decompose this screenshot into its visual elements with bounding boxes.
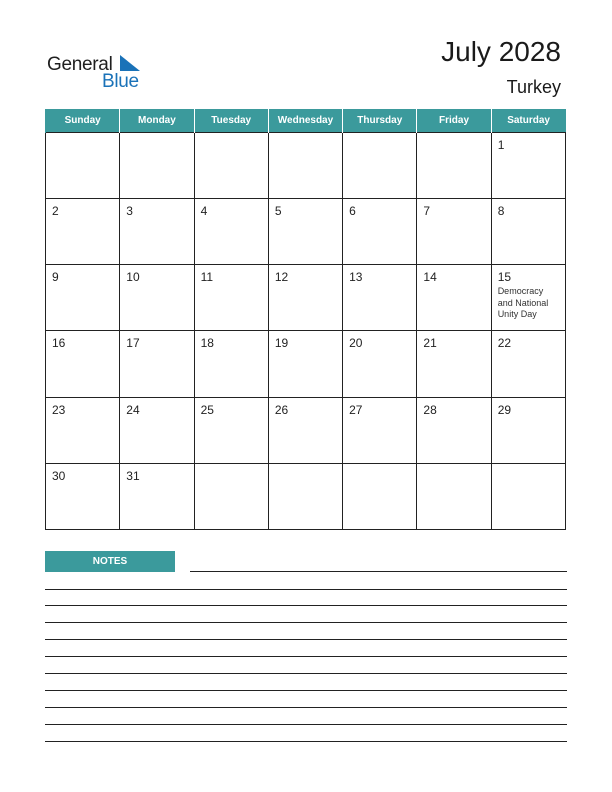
day-cell xyxy=(46,198,120,264)
day-number: 15 xyxy=(497,270,512,285)
day-number: 20 xyxy=(349,336,363,351)
weekday-header: Friday xyxy=(417,109,491,132)
day-cell xyxy=(46,132,120,198)
note-line xyxy=(45,656,567,657)
logo-triangle-icon xyxy=(120,55,140,71)
day-cell xyxy=(417,463,491,529)
day-number: 25 xyxy=(200,402,214,417)
day-number: 28 xyxy=(423,402,437,417)
day-cell xyxy=(268,198,342,264)
day-cell xyxy=(491,397,565,463)
day-number: 14 xyxy=(423,270,437,285)
day-cell xyxy=(46,463,120,529)
day-cell xyxy=(491,331,565,397)
notes-header: NOTES xyxy=(45,551,175,572)
day-number: 26 xyxy=(274,402,289,417)
day-cell xyxy=(194,132,268,198)
day-cell xyxy=(268,132,342,198)
day-number: 3 xyxy=(126,203,133,218)
weekday-header-row xyxy=(46,109,566,132)
weekday-header: Monday xyxy=(120,109,194,132)
day-number: 27 xyxy=(349,402,363,417)
calendar-grid xyxy=(45,109,566,530)
day-number: 16 xyxy=(52,336,66,351)
note-line xyxy=(45,690,567,691)
day-cell xyxy=(46,265,120,331)
day-number: 23 xyxy=(52,402,66,417)
weekday-header: Thursday xyxy=(343,109,417,132)
page-title: July 2028 xyxy=(441,36,561,67)
day-number: 18 xyxy=(200,336,214,351)
day-cell xyxy=(120,265,194,331)
week-row xyxy=(46,463,566,529)
day-cell xyxy=(268,397,342,463)
day-cell xyxy=(120,463,194,529)
day-number: 24 xyxy=(126,402,140,417)
day-cell xyxy=(194,331,268,397)
day-number: 6 xyxy=(349,203,356,218)
day-cell xyxy=(46,331,120,397)
day-number: 29 xyxy=(497,402,512,417)
note-line xyxy=(190,571,567,572)
day-number: 22 xyxy=(497,336,512,351)
day-number: 21 xyxy=(423,336,437,351)
day-cell xyxy=(343,198,417,264)
note-line xyxy=(45,741,567,742)
day-cell xyxy=(194,397,268,463)
day-cell xyxy=(343,265,417,331)
day-cell xyxy=(194,265,268,331)
note-line xyxy=(45,724,567,725)
day-cell xyxy=(417,265,491,331)
day-cell xyxy=(194,463,268,529)
day-number: 11 xyxy=(200,270,214,285)
weekday-header: Saturday xyxy=(491,109,565,132)
day-cell xyxy=(120,331,194,397)
day-number: 2 xyxy=(52,203,59,218)
day-number: 12 xyxy=(274,270,289,285)
day-cell xyxy=(343,132,417,198)
note-line xyxy=(45,673,567,674)
week-row xyxy=(46,198,566,264)
day-number: 13 xyxy=(349,270,363,285)
day-cell xyxy=(491,132,565,198)
note-line xyxy=(45,639,567,640)
day-cell xyxy=(194,198,268,264)
day-number: 17 xyxy=(126,336,140,351)
day-number: 5 xyxy=(274,203,282,218)
brand-logo xyxy=(47,52,157,92)
holiday-label: Democracy and National Unity Day xyxy=(497,286,549,320)
day-cell xyxy=(491,265,565,331)
day-number: 19 xyxy=(274,336,289,351)
day-number: 7 xyxy=(423,203,431,218)
day-cell xyxy=(343,463,417,529)
day-number: 31 xyxy=(126,468,140,483)
day-cell xyxy=(120,397,194,463)
day-number: 1 xyxy=(497,137,505,152)
week-row xyxy=(46,265,566,331)
day-cell xyxy=(120,198,194,264)
weekday-header: Sunday xyxy=(46,109,120,132)
day-cell xyxy=(417,331,491,397)
weekday-header: Wednesday xyxy=(268,109,342,132)
logo-text-blue: Blue xyxy=(102,71,139,92)
week-row xyxy=(46,331,566,397)
day-cell xyxy=(268,331,342,397)
day-cell xyxy=(417,397,491,463)
day-cell xyxy=(491,463,565,529)
day-number: 10 xyxy=(126,270,140,285)
day-number: 4 xyxy=(200,203,208,218)
note-line xyxy=(45,605,567,606)
week-row xyxy=(46,397,566,463)
day-cell xyxy=(343,331,417,397)
day-cell xyxy=(120,132,194,198)
day-cell xyxy=(343,397,417,463)
note-line xyxy=(45,622,567,623)
day-cell xyxy=(268,265,342,331)
day-cell xyxy=(417,132,491,198)
day-number: 8 xyxy=(497,203,505,218)
day-number: 30 xyxy=(52,468,66,483)
day-cell xyxy=(46,397,120,463)
weekday-header: Tuesday xyxy=(194,109,268,132)
day-cell xyxy=(491,198,565,264)
logo-text-general: General xyxy=(47,54,113,75)
day-number: 9 xyxy=(52,270,59,285)
day-cell xyxy=(417,198,491,264)
country-subtitle: Turkey xyxy=(506,77,561,97)
week-row xyxy=(46,132,566,198)
day-cell xyxy=(268,463,342,529)
note-line xyxy=(45,589,567,590)
note-line xyxy=(45,707,567,708)
